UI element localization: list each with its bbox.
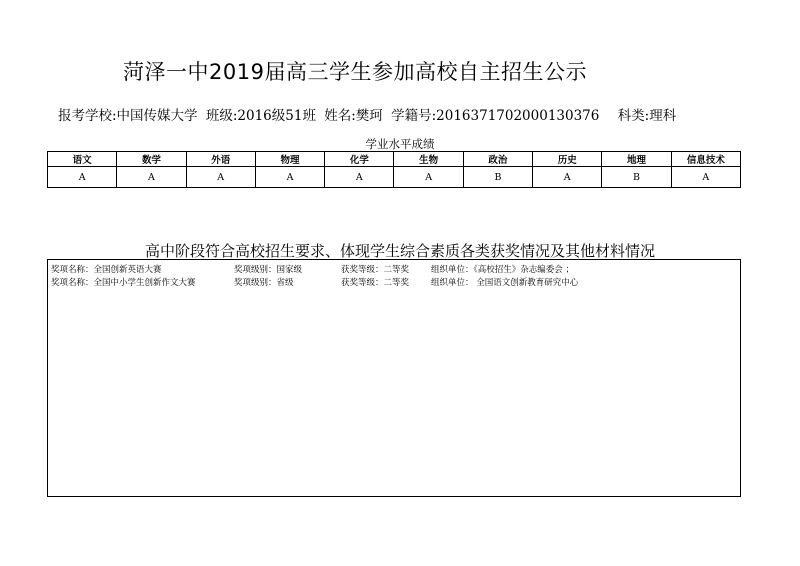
award-row	[48, 273, 740, 286]
scores-grade-row	[48, 167, 741, 188]
grade-cell: B	[463, 167, 532, 188]
grade-cell: A	[671, 167, 740, 188]
grade-cell: B	[602, 167, 671, 188]
student-info	[58, 104, 680, 124]
info-class: 班级:2016级51班	[205, 108, 316, 124]
page-title: 菏泽一中2019届高三学生参加高校自主招生公示	[123, 60, 587, 84]
award-grade: 获奖等级：二等奖	[341, 265, 410, 275]
info-school: 报考学校:中国传媒大学	[58, 108, 198, 124]
subject-cell: 化学	[325, 152, 394, 167]
scores-header-row	[48, 152, 741, 167]
subject-cell: 物理	[255, 152, 324, 167]
grade-cell: A	[394, 167, 463, 188]
award-name: 奖项名称：全国中小学生创新作文大赛	[51, 278, 196, 288]
info-name: 姓名:樊珂	[324, 108, 383, 124]
award-grade: 获奖等级：二等奖	[341, 278, 410, 288]
scores-title: 学业水平成绩	[365, 137, 435, 151]
info-student-id: 学籍号:2016371702000130376	[391, 108, 600, 124]
awards-title: 高中阶段符合高校招生要求、体现学生综合素质各类获奖情况及其他材料情况	[144, 242, 655, 260]
info-track: 科类:理科	[617, 108, 677, 124]
subject-cell: 数学	[117, 152, 186, 167]
subject-cell: 历史	[533, 152, 602, 167]
subject-cell: 外语	[186, 152, 255, 167]
grade-cell: A	[255, 167, 324, 188]
grade-cell: A	[325, 167, 394, 188]
grade-cell: A	[117, 167, 186, 188]
subject-cell: 语文	[48, 152, 117, 167]
award-name: 奖项名称：全国创新英语大赛	[51, 265, 162, 275]
subject-cell: 地理	[602, 152, 671, 167]
subject-cell: 生物	[394, 152, 463, 167]
subject-cell: 政治	[463, 152, 532, 167]
subject-cell: 信息技术	[671, 152, 740, 167]
award-org: 组织单位： 全国语文创新教育研究中心	[431, 278, 579, 288]
award-row	[48, 260, 740, 273]
award-org: 组织单位：《高校招生》杂志编委会 ；	[431, 265, 574, 275]
award-level: 奖项级别：省级	[234, 278, 294, 288]
grade-cell: A	[186, 167, 255, 188]
award-level: 奖项级别：国家级	[234, 265, 303, 275]
grade-cell: A	[533, 167, 602, 188]
scores-table	[47, 151, 741, 188]
grade-cell: A	[48, 167, 117, 188]
awards-box	[47, 259, 741, 497]
